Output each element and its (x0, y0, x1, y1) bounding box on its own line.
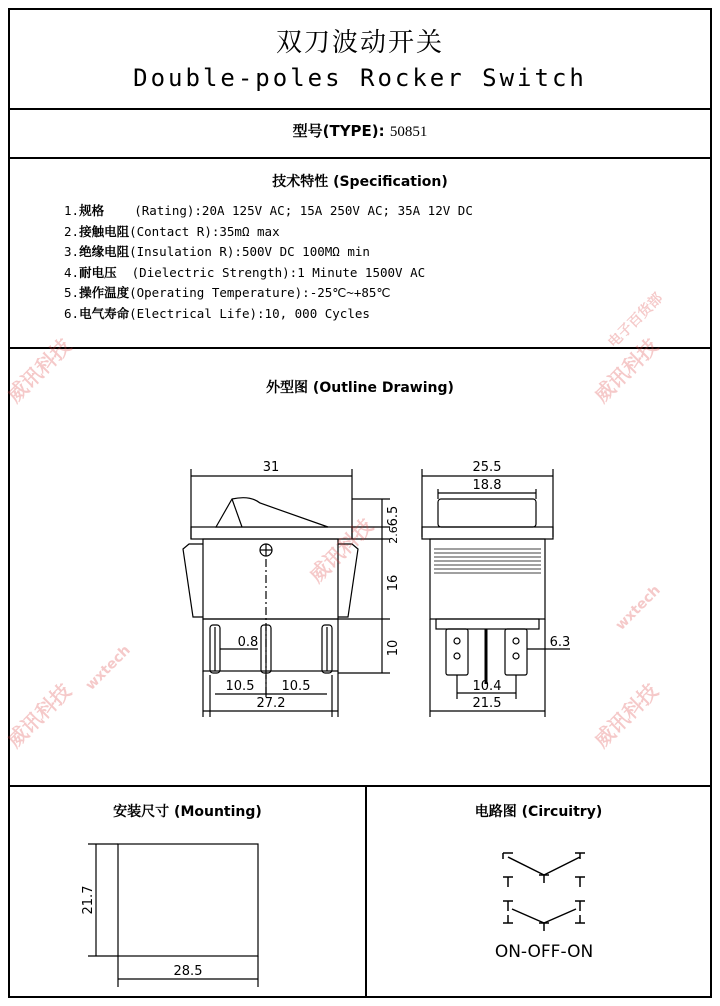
watermark: wxtech (82, 642, 134, 694)
spec-item: 5.操作温度(Operating Temperature):-25℃~+85℃ (64, 285, 391, 300)
type-label: 型号(TYPE): (292, 122, 385, 140)
type-value: 50851 (389, 124, 428, 140)
mounting-heading: 安装尺寸 (Mounting) (113, 804, 262, 820)
spec-section (10, 159, 710, 349)
circuitry-heading: 电路图 (Circuitry) (474, 804, 603, 820)
type-line (10, 120, 710, 141)
outline-heading: 外型图 (Outline Drawing) (266, 380, 454, 396)
title-chinese: 双刀波动开关 (275, 28, 444, 58)
dim-21-5: 21.5 (472, 696, 502, 711)
dim-27-2: 27.2 (256, 696, 286, 711)
dim-pitch-1: 10.5 (225, 679, 255, 694)
watermark: 威讯科技 (2, 678, 76, 753)
spec-heading: 技术特性 (Specification) (272, 174, 448, 190)
spec-item: 6.电气寿命(Electrical Life):10, 000 Cycles (64, 305, 370, 321)
mounting-panel (10, 787, 367, 996)
dim-25-5: 25.5 (472, 460, 502, 475)
watermark: 电子百货部 (605, 290, 667, 352)
dim-2-6: 2.6 (387, 526, 400, 544)
circuitry-panel (367, 787, 710, 996)
header (10, 10, 710, 110)
bottom-section (10, 787, 710, 996)
watermark: 威讯科技 (589, 333, 663, 408)
mounting-width: 28.5 (173, 964, 203, 979)
spec-item: 3.绝缘电阻(Insulation R):500V DC 100MΩ min (64, 244, 370, 259)
mounting-height: 21.7 (81, 885, 96, 915)
dim-10-4: 10.4 (472, 679, 502, 694)
watermark: 威讯科技 (589, 678, 663, 753)
dim-pitch-2: 10.5 (281, 679, 311, 694)
datasheet (2, 8, 712, 998)
spec-item: 2.接触电阻(Contact R):35mΩ max (64, 223, 280, 239)
dim-18-8: 18.8 (472, 478, 502, 493)
title-english: Double-poles Rocker Switch (133, 64, 587, 92)
watermark: 威讯科技 (2, 333, 76, 408)
dim-10: 10 (386, 639, 401, 657)
spec-item: 1.规格 (Rating):20A 125V AC; 15A 250V AC; 35A 12V DC (64, 203, 473, 218)
dim-31: 31 (262, 460, 280, 475)
circuit-diagram (367, 787, 710, 992)
watermark: wxtech (612, 582, 664, 634)
type-row (10, 110, 710, 159)
spec-list (64, 201, 473, 324)
circuit-label: ON-OFF-ON (494, 942, 594, 962)
dim-6-3: 6.3 (549, 635, 571, 650)
dim-0-8: 0.8 (237, 635, 259, 650)
watermark: 威讯科技 (304, 513, 378, 588)
mounting-drawing (10, 787, 365, 992)
dim-6-5: 6.5 (386, 505, 401, 527)
dim-16: 16 (386, 574, 401, 592)
spec-item: 4.耐电压 (Dielectric Strength):1 Minute 1500V AC (64, 264, 426, 280)
